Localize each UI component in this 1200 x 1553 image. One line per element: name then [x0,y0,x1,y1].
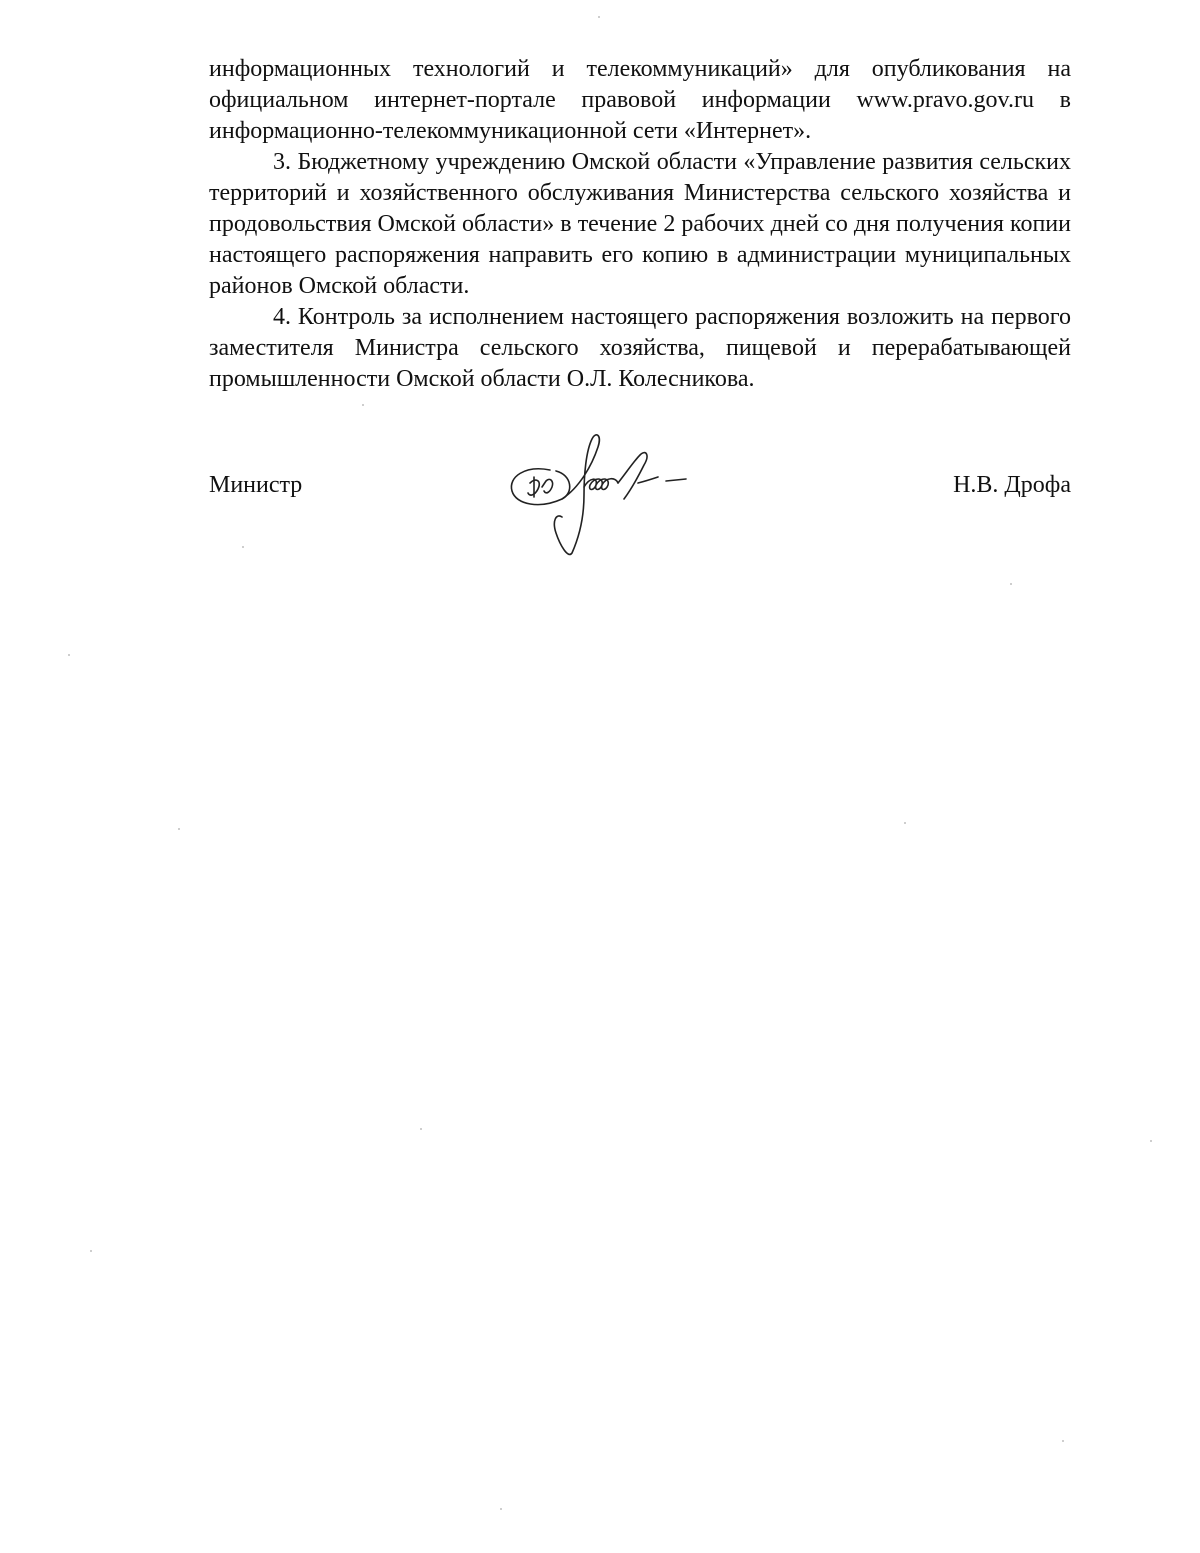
document-body [209,54,1071,395]
scan-speck [362,404,364,406]
scan-speck [904,822,906,824]
paragraph-item-3: 3. Бюджетному учреждению Омской области «Управление развития сельских территорий и хозяйственного обслуживания Министерства сельского хозяйства и продовольствия Омской области» в течение 2 рабочих дней со дня получения копии настоящего распоряжения направить его копию в администрации муниципальных районов Омской области. [209,149,1071,299]
scan-speck [500,1508,502,1510]
signatory-name: Н.В. Дрофа [953,472,1071,498]
scan-speck [598,16,600,18]
scan-speck [90,1250,92,1252]
scan-speck [1150,1140,1152,1142]
signatory-role: Министр [209,472,303,498]
scan-speck [420,1128,422,1130]
scan-speck [242,546,244,548]
scan-speck [178,828,180,830]
scan-speck [1010,583,1012,585]
paragraph-item-4: 4. Контроль за исполнением настоящего распоряжения возложить на первого заместителя Министра сельского хозяйства, пищевой и перерабатывающей промышленности Омской области О.Л. Колесникова. [209,304,1071,392]
handwritten-signature [500,425,710,565]
scan-speck [1062,1440,1064,1442]
scan-speck [68,654,70,656]
paragraph-continuation: информационных технологий и телекоммуникаций» для опубликования на официальном интернет-портале правовой информации www.pravo.gov.ru в информационно-телекоммуникационной сети «Интернет». [209,56,1071,144]
